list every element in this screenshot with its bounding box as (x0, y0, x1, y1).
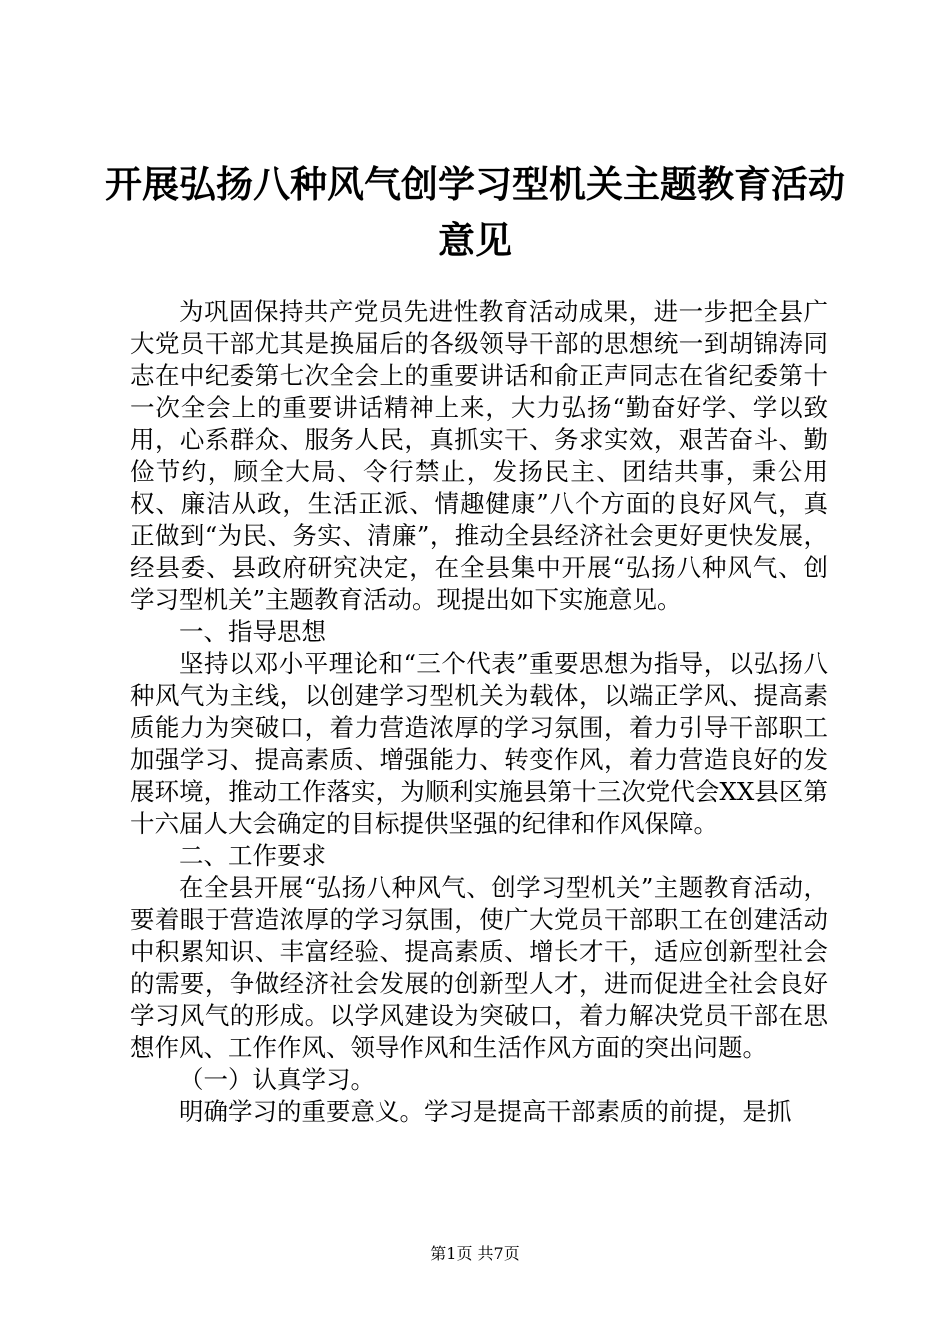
document-body (130, 296, 828, 1128)
subsection-heading-study: （一）认真学习。 (179, 1065, 375, 1094)
intro-paragraph: 为巩固保持共产党员先进性教育活动成果，进一步把全县广大党员干部尤其是换届后的各级领导干部的思想统一到胡锦涛同志在中纪委第七次全会上的重要讲话和俞正声同志在省纪委第十一次全会上的重要讲话精神上来，大力弘扬“勤奋好学、学以致用，心系群众、服务人民，真抓实干、务求实效，艰苦奋斗、勤俭节约，顾全大局、令行禁止，发扬民主、团结共事，秉公用权、廉洁从政，生活正派、情趣健康”八个方面的良好风气，真正做到“为民、务实、清廉”，推动全县经济社会更好更快发展，经县委、县政府研究决定，在全县集中开展“弘扬八种风气、创学习型机关”主题教育活动。现提出如下实施意见。 (130, 297, 828, 614)
section-heading-guiding-ideology: 一、指导思想 (179, 617, 326, 646)
page-number-footer: 第1页 共7页 (430, 1244, 520, 1263)
work-requirements-paragraph: 在全县开展“弘扬八种风气、创学习型机关”主题教育活动，要着眼于营造浓厚的学习氛围，使广大党员干部职工在创建活动中积累知识、丰富经验、提高素质、增长才干，适应创新型社会的需要，争做经济社会发展的创新型人才，进而促进全社会良好学习风气的形成。以学风建设为突破口，着力解决党员干部在思想作风、工作作风、领导作风和生活作风方面的突出问题。 (130, 873, 828, 1062)
study-paragraph: 明确学习的重要意义。学习是提高干部素质的前提，是抓 (179, 1097, 792, 1126)
document-title: 开展弘扬八种风气创学习型机关主题教育活动意见 (105, 162, 845, 262)
guiding-ideology-paragraph: 坚持以邓小平理论和“三个代表”重要思想为指导，以弘扬八种风气为主线，以创建学习型机关为载体，以端正学风、提高素质能力为突破口，着力营造浓厚的学习氛围，着力引导干部职工加强学习、提高素质、增强能力、转变作风，着力营造良好的发展环境，推动工作落实，为顺利实施县第十三次党代会XX县区第十六届人大会确定的目标提供坚强的纪律和作风保障。 (130, 649, 828, 838)
section-heading-work-requirements: 二、工作要求 (179, 841, 326, 870)
